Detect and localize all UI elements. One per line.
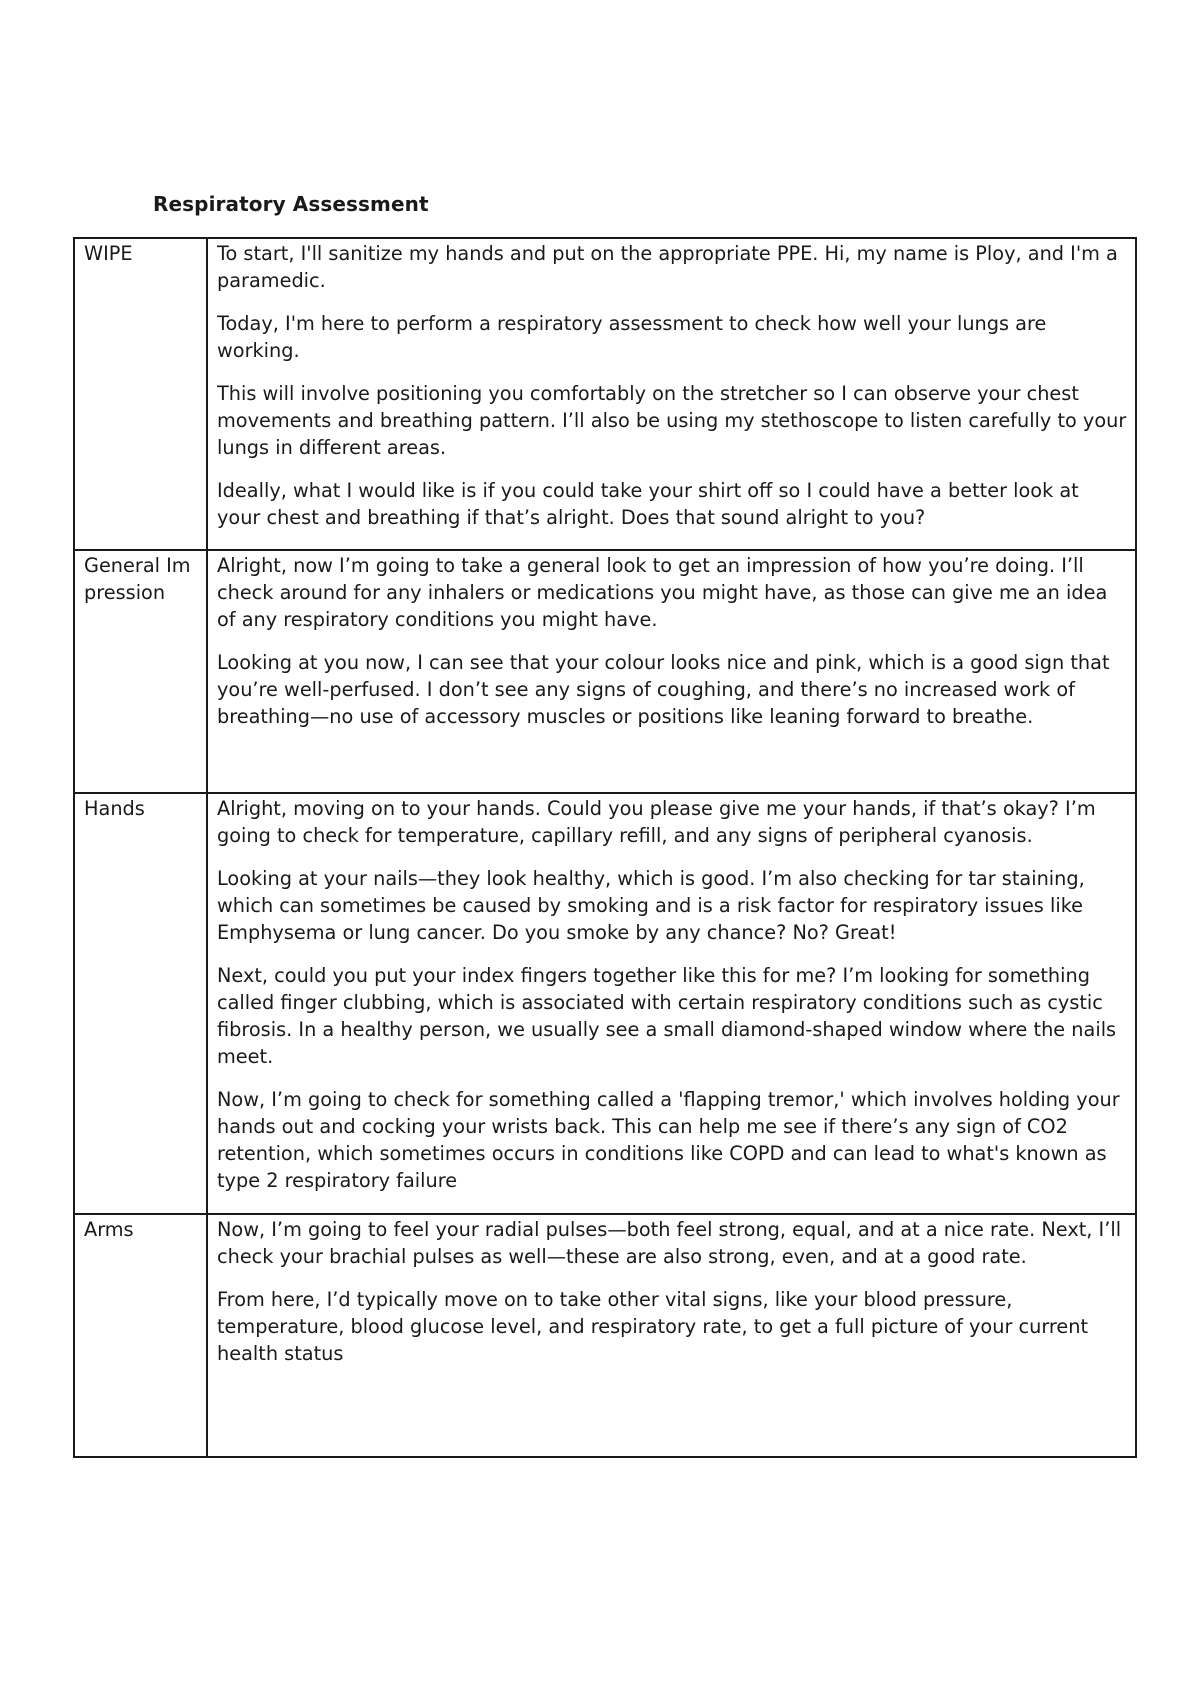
row-content-wipe xyxy=(207,238,1136,550)
document-title: Respiratory Assessment xyxy=(153,192,429,216)
paragraph: To start, I'll sanitize my hands and put on the appropriate PPE. Hi, my name is Ploy, and I'm a paramedic. xyxy=(217,242,1118,292)
paragraph: This will involve positioning you comfortably on the stretcher so I can observe your chest movements and breathing pattern. I’ll also be using my stethoscope to listen carefully to your lungs in different areas. xyxy=(217,382,1127,459)
assessment-table xyxy=(73,237,1137,1458)
paragraph: Ideally, what I would like is if you could take your shirt off so I could have a better look at your chest and breathing if that’s alright. Does that sound alright to you? xyxy=(217,479,1079,529)
paragraph: Now, I’m going to check for something called a 'flapping tremor,' which involves holding your hands out and cocking your wrists back. This can help me see if there’s any sign of CO2 retention, which sometimes occurs in conditions like COPD and can lead to what's known as type 2 respiratory failure xyxy=(217,1088,1120,1192)
paragraph: Today, I'm here to perform a respiratory assessment to check how well your lungs are working. xyxy=(217,312,1047,362)
paragraph: Alright, now I’m going to take a general look to get an impression of how you’re doing. I’ll check around for any inhalers or medications you might have, as those can give me an idea of any respiratory conditions you might have. xyxy=(217,554,1108,631)
row-content-general-impression xyxy=(207,550,1136,793)
row-label-general-impression: General Impression xyxy=(74,550,207,793)
row-content-arms xyxy=(207,1214,1136,1457)
row-label-wipe: WIPE xyxy=(74,238,207,550)
table-row-general-impression xyxy=(74,550,1136,793)
table-row-arms xyxy=(74,1214,1136,1457)
paragraph: Looking at you now, I can see that your colour looks nice and pink, which is a good sign that you’re well-perfused. I don’t see any signs of coughing, and there’s no increased work of breathing—no use of accessory muscles or positions like leaning forward to breathe. xyxy=(217,651,1110,728)
paragraph: Next, could you put your index fingers together like this for me? I’m looking for something called finger clubbing, which is associated with certain respiratory conditions such as cystic fibrosis. In a healthy person, we usually see a small diamond-shaped window where the nails meet. xyxy=(217,964,1117,1068)
row-label-hands: Hands xyxy=(74,793,207,1214)
paragraph: From here, I’d typically move on to take other vital signs, like your blood pressure, temperature, blood glucose level, and respiratory rate, to get a full picture of your current health status xyxy=(217,1288,1089,1365)
paragraph: Alright, moving on to your hands. Could you please give me your hands, if that’s okay? I’m going to check for temperature, capillary refill, and any signs of peripheral cyanosis. xyxy=(217,797,1096,847)
row-content-hands xyxy=(207,793,1136,1214)
row-label-arms: Arms xyxy=(74,1214,207,1457)
paragraph: Now, I’m going to feel your radial pulses—both feel strong, equal, and at a nice rate. Next, I’ll check your brachial pulses as well—these are also strong, even, and at a good rate. xyxy=(217,1218,1122,1268)
paragraph: Looking at your nails—they look healthy, which is good. I’m also checking for tar staining, which can sometimes be caused by smoking and is a risk factor for respiratory issues like Emphysema or lung cancer. Do you smoke by any chance? No? Great! xyxy=(217,867,1085,944)
table-row-wipe xyxy=(74,238,1136,550)
table-row-hands xyxy=(74,793,1136,1214)
